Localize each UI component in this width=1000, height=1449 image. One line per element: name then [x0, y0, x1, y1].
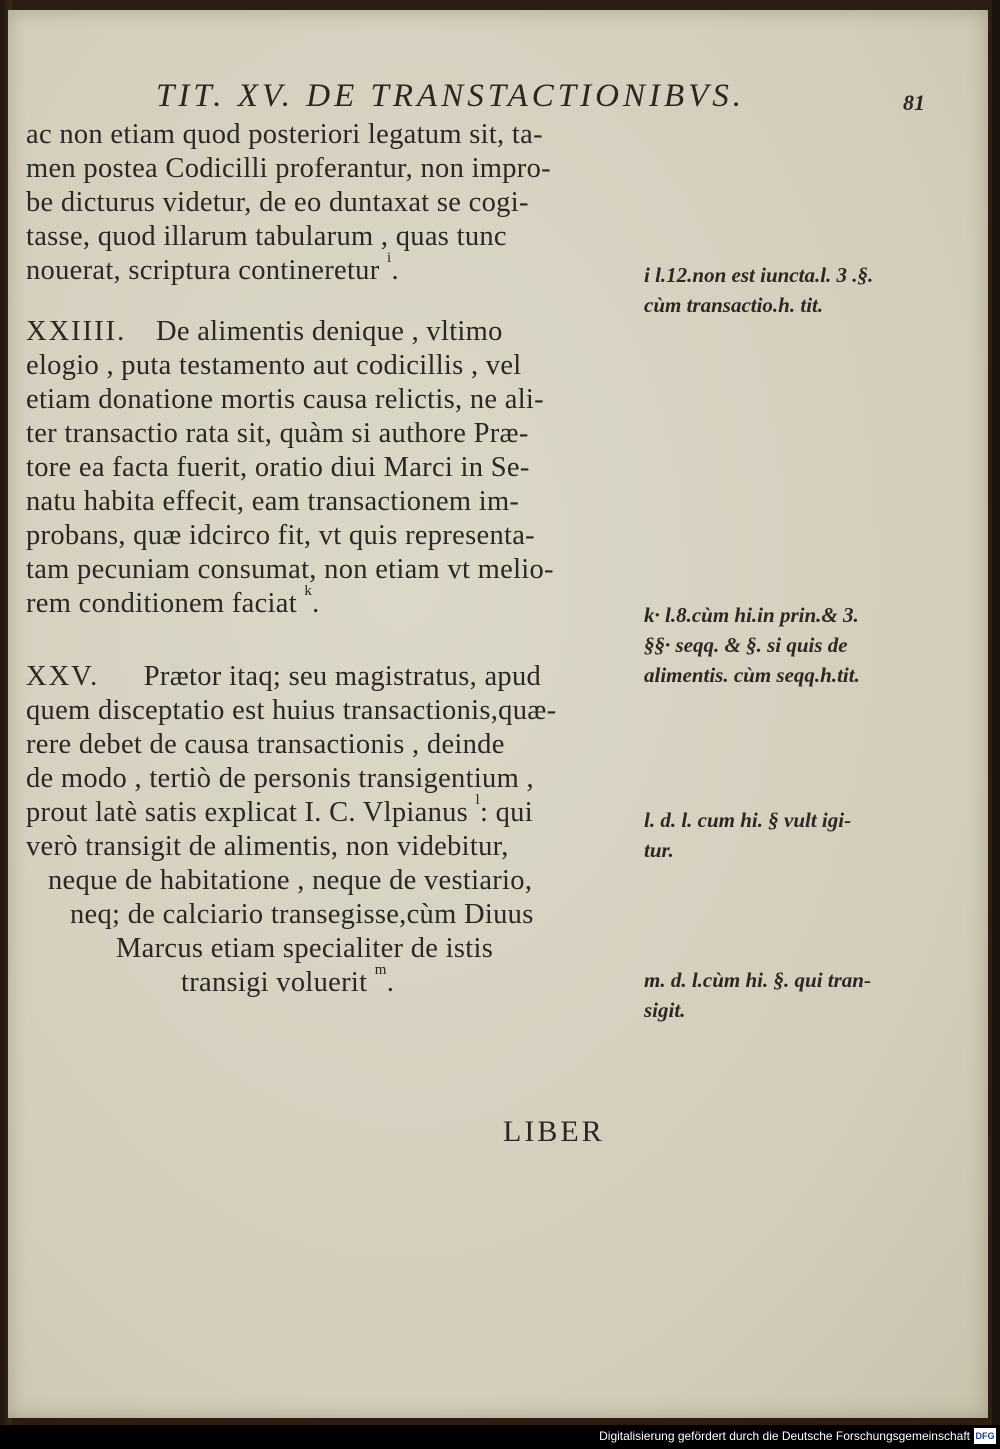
text-line: transigi voluerit $^m$. [181, 962, 395, 998]
text-line: de modo , tertiò de personis transigentium , [26, 763, 534, 794]
text-line-content: transigi voluerit [181, 967, 368, 998]
text-line: nouerat, scriptura contineretur $^i$. [26, 250, 399, 286]
text-line: rem conditionem faciat $^k$. [26, 583, 320, 619]
footnote-ref: m [374, 962, 387, 978]
note-line: l. d. l. cum hi. § vult igi- [644, 808, 852, 832]
text-line: tore ea facta fuerit, oratio diui Marci in Se- [26, 452, 530, 483]
text-line [26, 660, 556, 694]
marginal-note-k [644, 600, 860, 690]
text-line-content: nouerat, scriptura contineretur [26, 255, 380, 286]
text-line: probans, quæ idcirco fit, vt quis representa- [26, 520, 535, 551]
text-line: natu habita effecit, eam transactionem im- [26, 486, 520, 517]
marginal-note-l [644, 805, 851, 865]
catchword: LIBER [503, 1115, 605, 1148]
paragraph-3 [26, 660, 556, 1000]
running-title: TIT. XV. DE TRANSTACTIONIBVS. [156, 78, 746, 114]
funding-credit: Digitalisierung gefördert durch die Deutsche Forschungsgemeinschaft [599, 1429, 970, 1443]
text-line: ter transactio rata sit, quàm si authore Præ- [26, 418, 529, 449]
text-line: tasse, quod illarum tabularum , quas tunc [26, 221, 507, 252]
text-line: neq; de calciario transegisse,cùm Diuus [70, 899, 534, 930]
text-line: ac non etiam quod posteriori legatum sit, ta- [26, 119, 543, 150]
text-line: tam pecuniam consumat, non etiam vt melio- [26, 554, 554, 585]
folio-number: 81 [903, 90, 925, 115]
text-line-content: rem conditionem faciat [26, 588, 297, 619]
text-line [26, 315, 554, 349]
section-number: XXIIII. [26, 316, 127, 347]
note-line: §§· seqq. & §. si quis de [644, 633, 848, 657]
note-line: cùm transactio.h. tit. [644, 293, 824, 317]
text-line: etiam donatione mortis causa relictis, ne ali- [26, 384, 544, 415]
text-line: Marcus etiam specialiter de istis [116, 933, 494, 964]
marginal-note-i [644, 260, 873, 320]
text-line: men postea Codicilli proferantur, non impro- [26, 153, 551, 184]
paragraph-2 [26, 315, 554, 621]
paragraph-1 [26, 118, 551, 288]
text-line: quem disceptatio est huius transactionis,quæ- [26, 695, 557, 726]
text-line-content: prout latè satis explicat I. C. Vlpianus [26, 797, 469, 828]
scan-edge-right [992, 0, 1000, 1425]
note-line: sigit. [644, 998, 686, 1022]
note-line: tur. [644, 838, 674, 862]
note-line: alimentis. cùm seqq.h.tit. [644, 663, 860, 687]
text-line: rere debet de causa transactionis , deinde [26, 729, 505, 760]
footnote-ref: k [304, 583, 313, 599]
text-line-content: De alimentis denique , vltimo [155, 316, 503, 347]
text-line: be dicturus videtur, de eo duntaxat se cogi- [26, 187, 529, 218]
text-line: verò transigit de alimentis, non videbitur, [26, 831, 509, 862]
dfg-logo: DFG [974, 1428, 996, 1444]
note-line: k· l.8.cùm hi.in prin.& 3. [644, 603, 859, 627]
section-number: XXV. [26, 661, 100, 692]
text-line-content: : qui [479, 797, 533, 828]
footnote-ref: l [475, 792, 480, 808]
note-line: i l.12.non est iuncta.l. 3 .§. [644, 263, 874, 287]
text-line: neque de habitatione , neque de vestiario, [48, 865, 533, 896]
footnote-ref: i [386, 250, 392, 266]
text-line: elogio , puta testamento aut codicillis , vel [26, 350, 522, 381]
book-page [8, 10, 988, 1418]
marginal-note-m [644, 965, 871, 1025]
text-line-content: Prætor itaq; seu magistratus, apud [143, 661, 542, 692]
note-line: m. d. l.cùm hi. §. qui tran- [644, 968, 871, 992]
text-line [26, 792, 556, 830]
